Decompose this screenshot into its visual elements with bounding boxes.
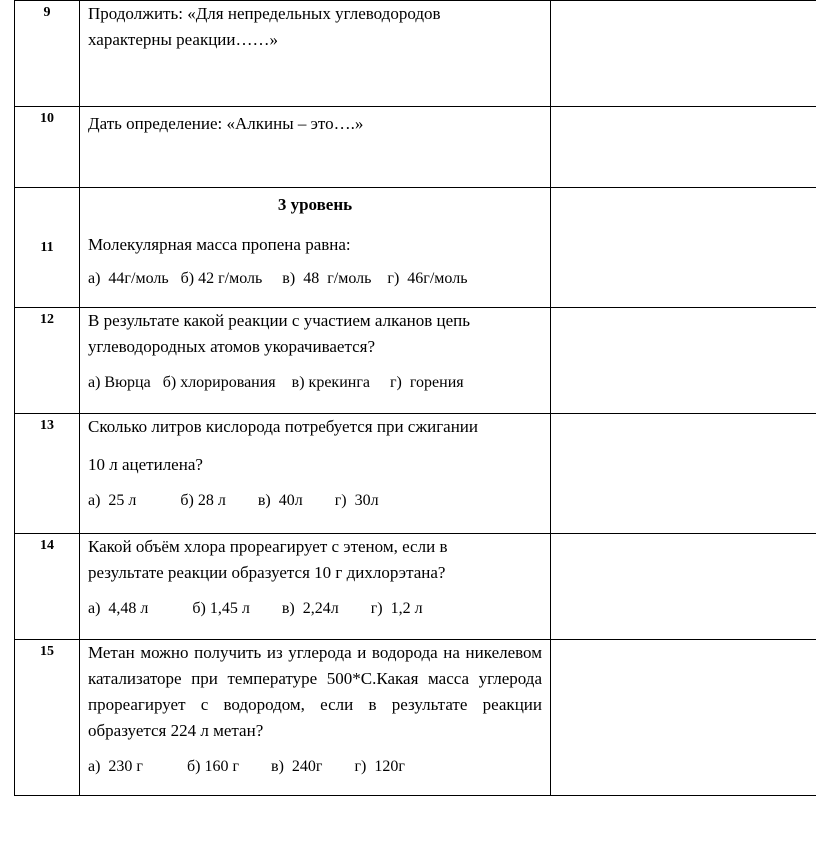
table-row [15, 188, 816, 308]
question-number: 11 [15, 188, 80, 308]
answer-options: а) 25 л б) 28 л в) 40л г) 30л [88, 492, 379, 509]
level-heading: 3 уровень [277, 195, 353, 214]
answer-options: а) 44г/моль б) 42 г/моль в) 48 г/моль г) 46г/моль [88, 270, 468, 287]
question-text: Какой объём хлора прореагирует с этеном, если в результате реакции образуется 10 г дихлорэтана? [88, 537, 448, 582]
question-text-cell [80, 534, 551, 640]
answer-cell [551, 188, 816, 308]
question-text: Сколько литров кислорода потребуется при сжигании [88, 417, 479, 436]
answer-options: а) 230 г б) 160 г в) 240г г) 120г [88, 758, 405, 775]
question-text: Молекулярная масса пропена равна: [88, 235, 351, 254]
question-number: 10 [15, 107, 80, 188]
questions-table [14, 0, 816, 796]
answer-cell [551, 107, 816, 188]
answer-options: а) Вюрца б) хлорирования в) крекинга г) горения [88, 374, 464, 391]
question-number: 13 [15, 414, 80, 534]
answer-cell [551, 308, 816, 414]
answer-options: а) 4,48 л б) 1,45 л в) 2,24л г) 1,2 л [88, 600, 423, 617]
answer-cell [551, 1, 816, 107]
question-text: В результате какой реакции с участием алканов цепь углеводородных атомов укорачивается? [88, 311, 471, 356]
question-number: 14 [15, 534, 80, 640]
question-text: Продолжить: «Для непредельных углеводородов характерны реакции……» [88, 4, 441, 49]
table-row [15, 107, 816, 188]
question-text-line2: 10 л ацетилена? [88, 455, 203, 474]
question-number: 9 [15, 1, 80, 107]
question-text-cell [80, 107, 551, 188]
answer-cell [551, 640, 816, 796]
question-text-cell [80, 1, 551, 107]
question-text-cell [80, 414, 551, 534]
table-row [15, 1, 816, 107]
table-row [15, 640, 816, 796]
answer-cell [551, 414, 816, 534]
question-text-cell [80, 308, 551, 414]
question-number: 15 [15, 640, 80, 796]
question-text: Метан можно получить из углерода и водорода на никелевом катализаторе при температуре 500*С.Какая масса углерода прореагирует с водородом, если в результате реакции образуется 224 л метан? [88, 643, 542, 740]
question-text-cell [80, 188, 551, 308]
answer-cell [551, 534, 816, 640]
question-text: Дать определение: «Алкины – это….» [88, 114, 364, 133]
table-row [15, 534, 816, 640]
table-row [15, 308, 816, 414]
question-number: 12 [15, 308, 80, 414]
table-row [15, 414, 816, 534]
question-text-cell [80, 640, 551, 796]
